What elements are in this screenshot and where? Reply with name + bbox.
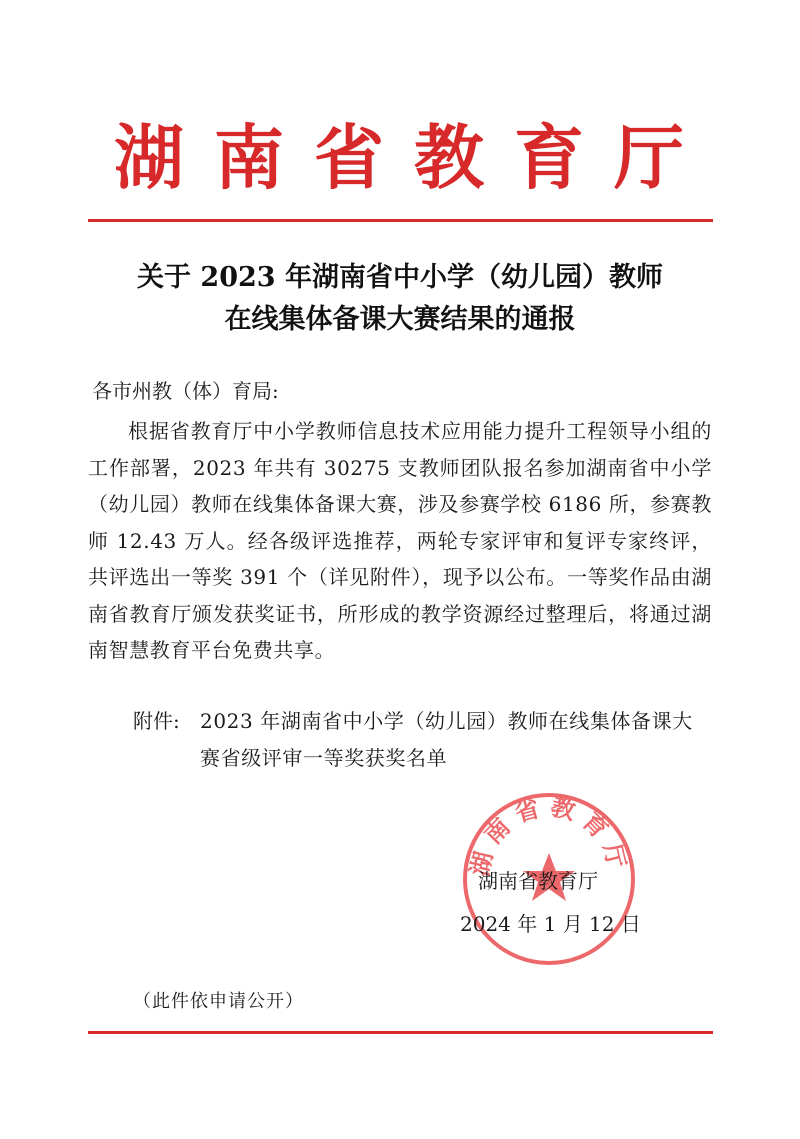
attachment-title: 2023 年湖南省中小学（幼儿园）教师在线集体备课大赛省级评审一等奖获奖名单 — [200, 709, 693, 770]
masthead-red-rule — [88, 219, 713, 222]
signature-date: 2024 年 1 月 12 日 — [460, 912, 641, 936]
salutation: 各市州教（体）育局: — [92, 379, 279, 403]
signature-org: 湖南省教育厅 — [478, 869, 598, 893]
document-title-line-1: 关于 2023 年湖南省中小学（幼儿园）教师 — [137, 262, 663, 293]
body-paragraph: 根据省教育厅中小学教师信息技术应用能力提升工程领导小组的工作部署，2023 年共有 30275 支教师团队报名参加湖南省中小学（幼儿园）教师在线集体备课大赛，涉及参赛学校 6186 所，参赛教师 12.43 万人。经各级评选推荐，两轮专家评审和复评专家终评，共评选出一等奖 391 个（详见附件），现予以公布。一等奖作品由湖南省教育厅颁发获奖证书，所形成的教学资源经过整理后，将通过湖南智慧教育平台免费共享。 — [88, 419, 712, 662]
document-title-line-2: 在线集体备课大赛结果的通报 — [224, 304, 576, 335]
attachment-label: 附件: — [133, 709, 180, 733]
disclosure-note: （此件依申请公开） — [133, 991, 304, 1012]
footer-red-rule — [88, 1031, 713, 1034]
masthead-org-name: 湖南省教育厅 — [114, 117, 714, 199]
seal-text: 湖南省教育厅 — [465, 792, 633, 879]
